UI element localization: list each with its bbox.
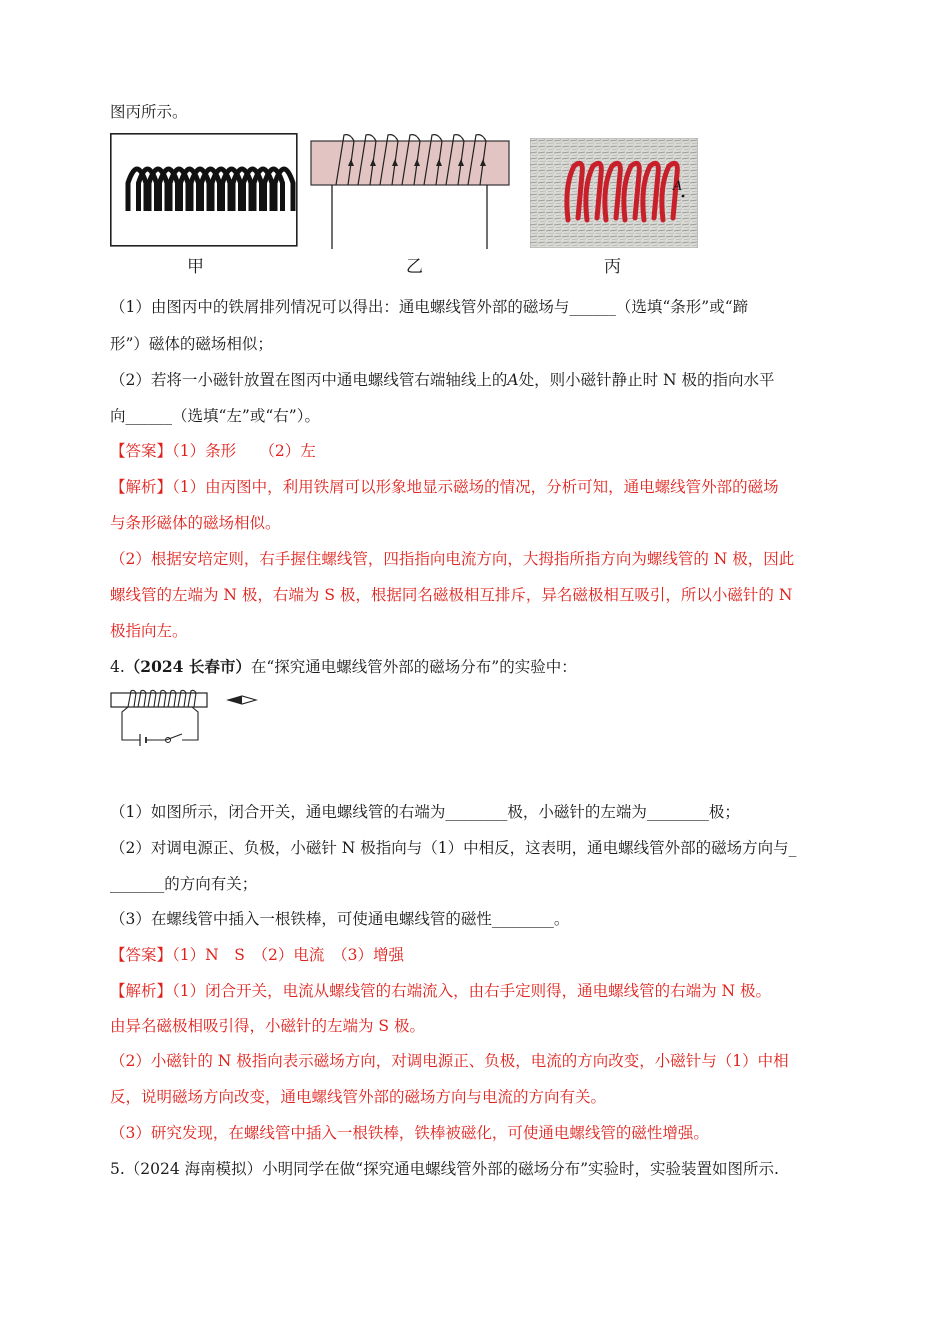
q4-part2-line1: （2）对调电源正、负极，小磁针 N 极指向与（1）中相反，这表明，通电螺线管外部的磁场方向与_ <box>110 839 797 857</box>
q4-part1: （1）如图所示，闭合开关，通电螺线管的右端为________极，小磁针的左端为________极； <box>110 803 740 821</box>
figure-q4-circuit <box>110 688 270 748</box>
q4-analysis-2a: （2）小磁针的 N 极指向表示磁场方向，对调电源正、负极，电流的方向改变，小磁针与（1）中相 <box>110 1052 789 1070</box>
caption-jia: 甲 <box>187 257 204 277</box>
figure-jia-coil <box>110 133 298 247</box>
q4-analysis-1b: 由异名磁极相吸引得，小磁针的左端为 S 极。 <box>110 1017 425 1035</box>
q4-analysis-1a: 【解析】（1）闭合开关，电流从螺线管的右端流入，由右手定则得，通电螺线管的右端为 N 极。 <box>110 982 772 1000</box>
q4-part3: （3）在螺线管中插入一根铁棒，可使通电螺线管的磁性________。 <box>110 910 570 928</box>
q4-answer: 【答案】（1）N S （2）电流 （3）增强 <box>110 946 405 964</box>
point-a-label: A <box>673 179 683 194</box>
caption-bing: 丙 <box>604 257 621 277</box>
q3-analysis-2c: 极指向左。 <box>110 622 188 640</box>
q3-analysis-1a: 【解析】（1）由丙图中，利用铁屑可以形象地显示磁场的情况，分析可知，通电螺线管外部的磁场 <box>110 478 779 496</box>
q4-stem: 4.（2024 长春市）在“探究通电螺线管外部的磁场分布”的实验中： <box>110 657 577 676</box>
figure-bing-iron-filings <box>530 138 698 248</box>
q3-analysis-2b: 螺线管的左端为 N 极，右端为 S 极，根据同名磁极相互排斥，异名磁极相互吸引，所以小磁针的 N <box>110 586 793 604</box>
q3-analysis-1b: 与条形磁体的磁场相似。 <box>110 514 281 532</box>
q3-part1-line2: 形”）磁体的磁场相似； <box>110 335 273 353</box>
q3-part1-line1: （1）由图丙中的铁屑排列情况可以得出：通电螺线管外部的磁场与______（选填“条形”或“蹄 <box>110 298 749 316</box>
q4-analysis-2b: 反，说明磁场方向改变，通电螺线管外部的磁场方向与电流的方向有关。 <box>110 1088 607 1106</box>
intro-text: 图丙所示。 <box>110 103 188 121</box>
q3-analysis-2a: （2）根据安培定则，右手握住螺线管，四指指向电流方向，大拇指所指方向为螺线管的 N 极，因此 <box>110 550 795 568</box>
q3-answer: 【答案】（1）条形 （2）左 <box>110 442 316 460</box>
figure-yi-solenoid <box>310 133 510 251</box>
q4-analysis-3: （3）研究发现，在螺线管中插入一根铁棒，铁棒被磁化，可使通电螺线管的磁性增强。 <box>110 1124 709 1142</box>
caption-yi: 乙 <box>406 257 423 277</box>
q4-part2-line2: _______的方向有关； <box>110 875 258 893</box>
q3-part2-line1: （2）若将一小磁针放置在图丙中通电螺线管右端轴线上的A处，则小磁针静止时 N 极的指向水平 <box>110 371 775 389</box>
q3-part2-line2: 向______（选填“左”或“右”）。 <box>110 407 320 425</box>
q5-stem: 5.（2024 海南模拟）小明同学在做“探究通电螺线管外部的磁场分布”实验时，实验装置如图所示. <box>110 1160 779 1178</box>
